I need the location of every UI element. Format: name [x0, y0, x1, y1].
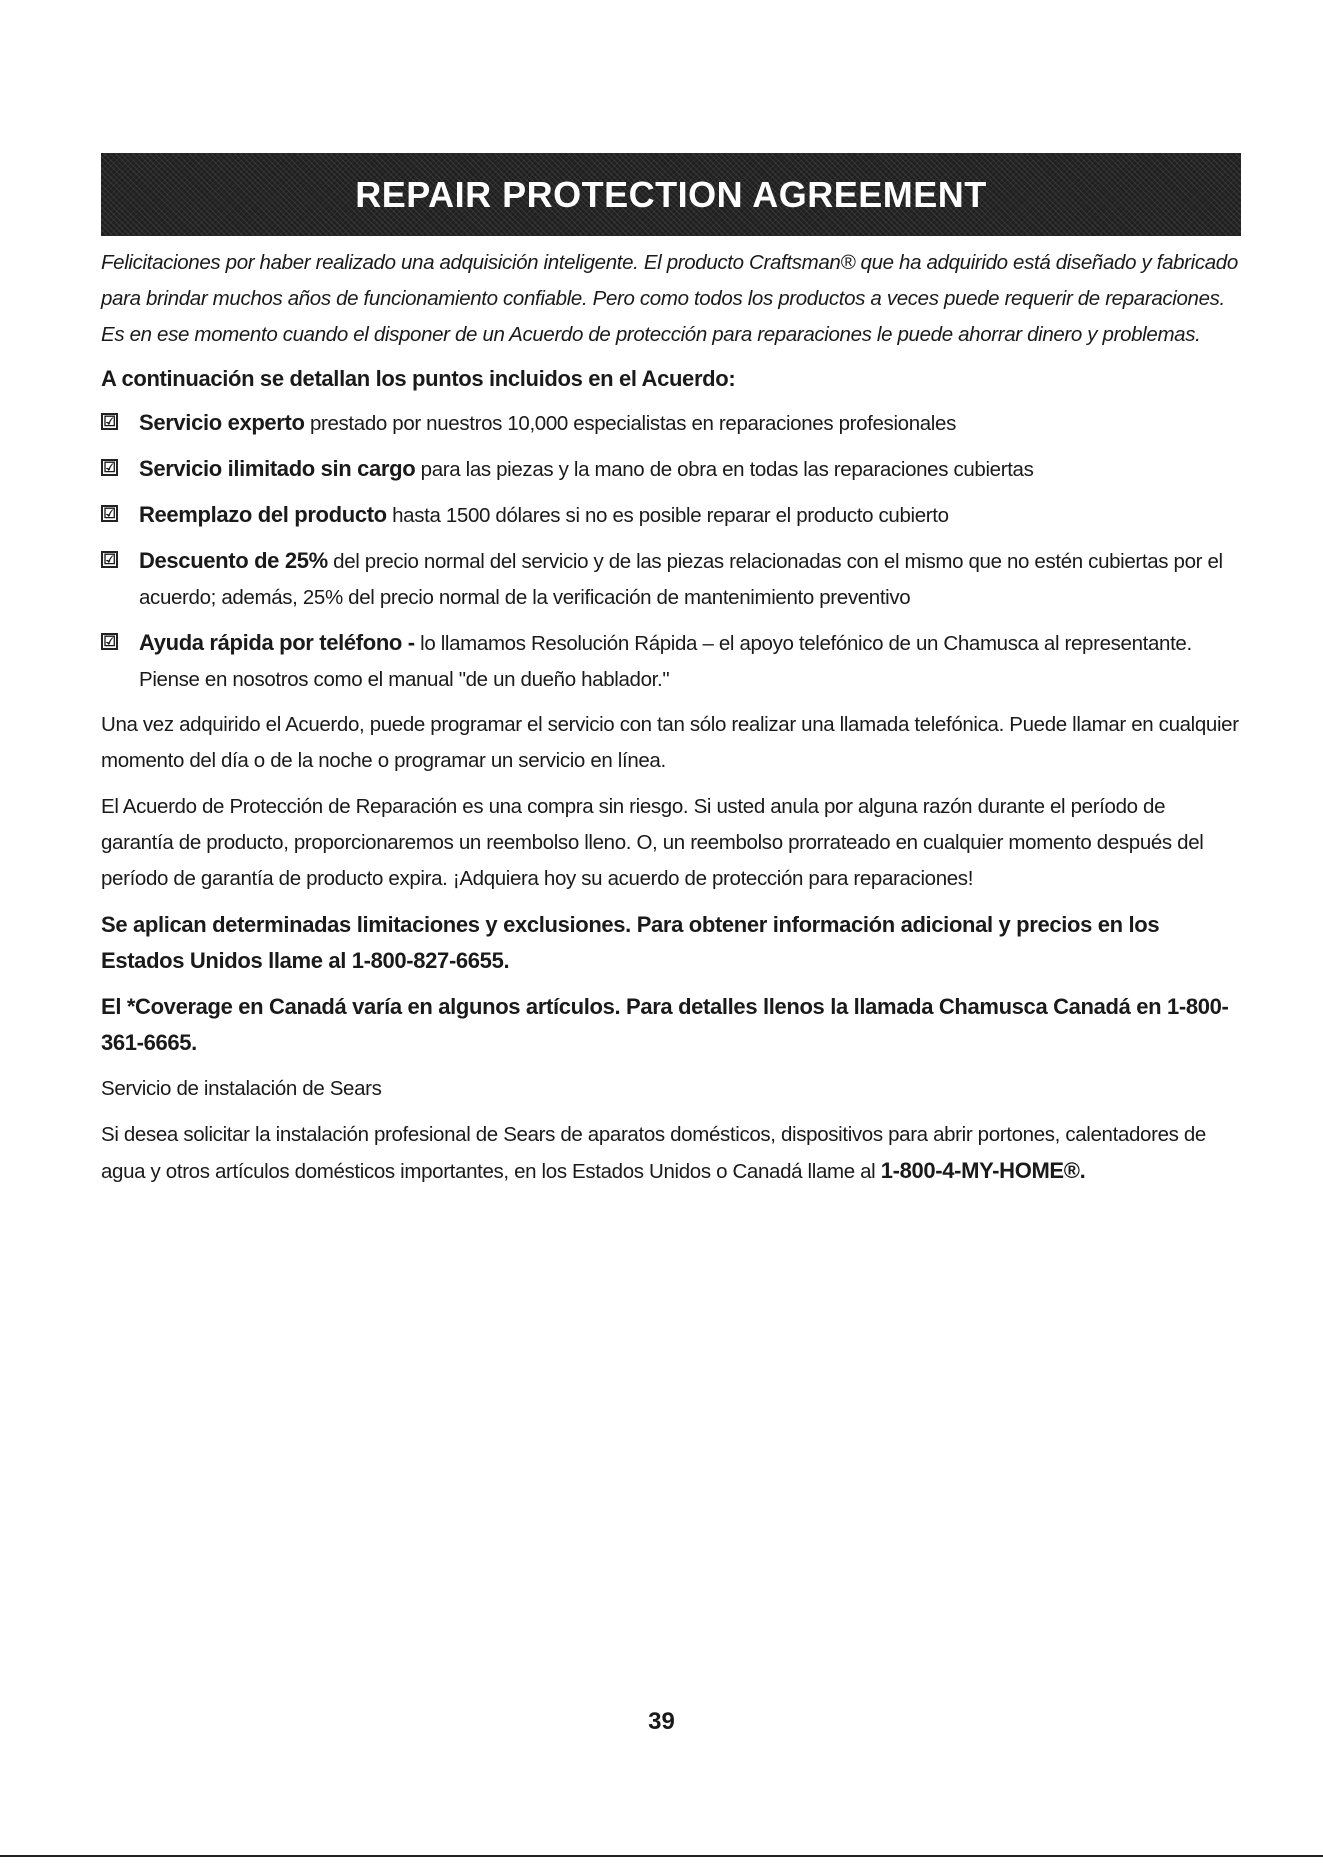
page-number: 39: [648, 1708, 675, 1735]
list-item: [101, 405, 1241, 442]
intro-paragraph: Felicitaciones por haber realizado una adquisición inteligente. El producto Craftsman® que ha adquirido está diseñado y fabricado para brindar muchos años de funcionamiento confiable. Pero como todos los productos a veces puede requerir de reparaciones. Es en ese momento cuando el disponer de un Acuerdo de protección para reparaciones le puede ahorrar dinero y problemas.: [101, 251, 1238, 346]
checkbox-icon: ☑: [101, 459, 118, 476]
feature-title: Servicio ilimitado sin cargo: [139, 456, 416, 481]
feature-text: para las piezas y la mano de obra en todas las reparaciones cubiertas: [415, 458, 1034, 481]
list-item: [101, 543, 1241, 616]
refund-paragraph: El Acuerdo de Protección de Reparación es una compra sin riesgo. Si usted anula por alguna razón durante el período de garantía de producto, proporcionaremos un reembolso lleno. O, un reembolso prorrateado en cualquier momento después del período de garantía de producto expira. ¡Adquiera hoy su acuerdo de protección para reparaciones!: [101, 795, 1204, 890]
included-heading: A continuación se detallan los puntos incluidos en el Acuerdo:: [101, 366, 736, 391]
list-item: [101, 497, 1241, 534]
document-body: [101, 245, 1241, 1200]
list-item: [101, 451, 1241, 488]
feature-title: Reemplazo del producto: [139, 502, 387, 527]
installation-heading: Servicio de instalación de Sears: [101, 1077, 382, 1100]
feature-title: Descuento de 25%: [139, 548, 328, 573]
checkbox-icon: ☑: [101, 413, 118, 430]
limitations-notice: Se aplican determinadas limitaciones y exclusiones. Para obtener información adicional y precios en los Estados Unidos llame al 1-800-827-6655.: [101, 912, 1160, 973]
checkbox-icon: ☑: [101, 505, 118, 522]
page-title: REPAIR PROTECTION AGREEMENT: [355, 173, 987, 215]
installation-text: Si desea solicitar la instalación profesional de Sears de aparatos domésticos, dispositivos para abrir portones, calentadores de agua y otros artículos domésticos importantes, en los Estados Unidos o Canadá llame al: [101, 1123, 1206, 1183]
feature-text: del precio normal del servicio y de las piezas relacionadas con el mismo que no estén cubiertas por el acuerdo; además, 25% del precio normal de la verificación de mantenimiento preventivo: [139, 550, 1223, 609]
installation-paragraph: [101, 1117, 1241, 1190]
checkbox-icon: ☑: [101, 633, 118, 650]
feature-list: [101, 405, 1241, 698]
feature-title: Servicio experto: [139, 410, 305, 435]
title-banner: [101, 153, 1241, 236]
scheduling-paragraph: Una vez adquirido el Acuerdo, puede programar el servicio con tan sólo realizar una llamada telefónica. Puede llamar en cualquier momento del día o de la noche o programar un servicio en línea.: [101, 713, 1239, 772]
checkbox-icon: ☑: [101, 551, 118, 568]
list-item: [101, 625, 1241, 698]
feature-text: lo llamamos Resolución Rápida – el apoyo telefónico de un Chamusca al representante. Piense en nosotros como el manual "de un dueño hablador.": [139, 632, 1192, 691]
installation-phone: 1-800-4-MY-HOME®.: [880, 1158, 1086, 1183]
feature-title: Ayuda rápida por teléfono -: [139, 630, 415, 655]
feature-text: prestado por nuestros 10,000 especialistas en reparaciones profesionales: [304, 412, 956, 435]
feature-text: hasta 1500 dólares si no es posible reparar el producto cubierto: [386, 504, 949, 527]
canada-coverage-notice: El *Coverage en Canadá varía en algunos artículos. Para detalles llenos la llamada Chamusca Canadá en 1-800-361-6665.: [101, 994, 1229, 1055]
bottom-rule: [0, 1855, 1323, 1857]
